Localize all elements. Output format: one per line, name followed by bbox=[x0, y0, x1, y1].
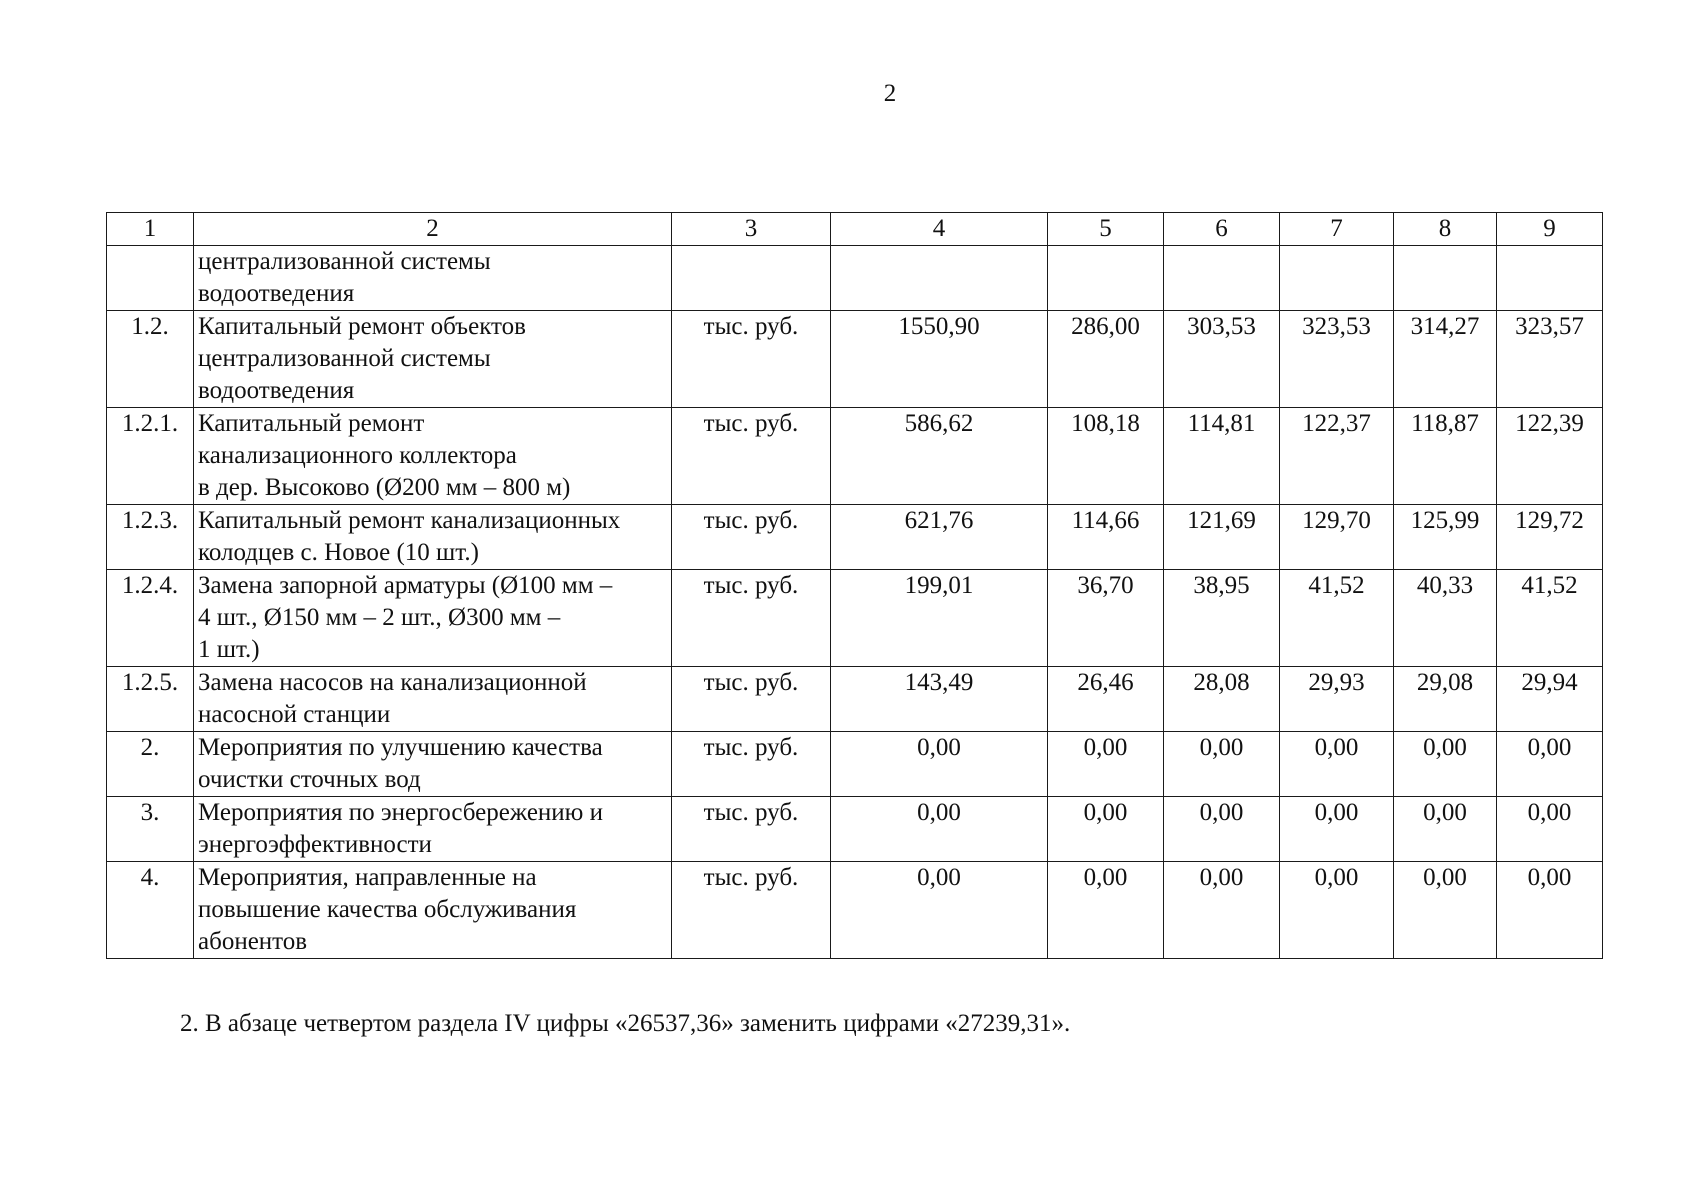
row-number-cell: 1.2.4. bbox=[107, 570, 194, 667]
row-number-cell: 1.2.3. bbox=[107, 505, 194, 570]
row-name-line: Мероприятия, направленные на bbox=[198, 864, 537, 891]
row-value-cell: 26,46 bbox=[1048, 667, 1164, 732]
row-value-cell: 114,66 bbox=[1048, 505, 1164, 570]
row-value-cell bbox=[1280, 246, 1394, 311]
row-value-cell: 0,00 bbox=[1164, 732, 1280, 797]
row-name-line: Замена запорной арматуры (Ø100 мм – bbox=[198, 572, 613, 599]
row-value-cell: 29,94 bbox=[1497, 667, 1603, 732]
row-value-cell: 0,00 bbox=[1497, 732, 1603, 797]
row-value-cell: 41,52 bbox=[1497, 570, 1603, 667]
column-header: 9 bbox=[1497, 213, 1603, 246]
row-value-cell: 1550,90 bbox=[831, 311, 1048, 408]
table-row bbox=[107, 732, 1603, 797]
row-name-line: 1 шт.) bbox=[198, 636, 260, 663]
row-value-cell: 121,69 bbox=[1164, 505, 1280, 570]
row-value-cell: 621,76 bbox=[831, 505, 1048, 570]
row-value-cell: 0,00 bbox=[1280, 732, 1394, 797]
column-header: 2 bbox=[194, 213, 672, 246]
row-name-cell bbox=[194, 570, 672, 667]
row-name-line: энергоэффективности bbox=[198, 831, 432, 858]
row-name-line: в дер. Высоково (Ø200 мм – 800 м) bbox=[198, 474, 571, 501]
column-header: 4 bbox=[831, 213, 1048, 246]
page-number: 2 bbox=[883, 80, 897, 107]
row-unit-cell: тыс. руб. bbox=[672, 311, 831, 408]
column-header: 1 bbox=[107, 213, 194, 246]
row-value-cell: 0,00 bbox=[1497, 797, 1603, 862]
table-body bbox=[107, 213, 1603, 959]
column-header: 8 bbox=[1394, 213, 1497, 246]
row-value-cell: 143,49 bbox=[831, 667, 1048, 732]
table-row bbox=[107, 408, 1603, 505]
column-header: 6 bbox=[1164, 213, 1280, 246]
row-value-cell: 108,18 bbox=[1048, 408, 1164, 505]
row-value-cell bbox=[1497, 246, 1603, 311]
row-name-line: водоотведения bbox=[198, 280, 355, 307]
footnote-paragraph: 2. В абзаце четвертом раздела IV цифры «26537,36» заменить цифрами «27239,31». bbox=[180, 1010, 1071, 1037]
row-value-cell: 0,00 bbox=[831, 862, 1048, 959]
row-value-cell: 0,00 bbox=[1280, 797, 1394, 862]
row-number-cell: 2. bbox=[107, 732, 194, 797]
row-unit-cell bbox=[672, 246, 831, 311]
row-unit-cell: тыс. руб. bbox=[672, 862, 831, 959]
row-name-line: 4 шт., Ø150 мм – 2 шт., Ø300 мм – bbox=[198, 604, 561, 631]
row-value-cell: 314,27 bbox=[1394, 311, 1497, 408]
row-value-cell: 0,00 bbox=[1394, 797, 1497, 862]
row-number-cell: 3. bbox=[107, 797, 194, 862]
row-value-cell: 0,00 bbox=[1164, 797, 1280, 862]
measures-table bbox=[106, 212, 1603, 959]
row-name-cell bbox=[194, 246, 672, 311]
table-row bbox=[107, 246, 1603, 311]
row-value-cell: 0,00 bbox=[1280, 862, 1394, 959]
column-header: 5 bbox=[1048, 213, 1164, 246]
row-name-line: централизованной системы bbox=[198, 345, 491, 372]
row-value-cell: 0,00 bbox=[1164, 862, 1280, 959]
table-row bbox=[107, 505, 1603, 570]
row-name-line: колодцев с. Новое (10 шт.) bbox=[198, 539, 479, 566]
row-unit-cell: тыс. руб. bbox=[672, 570, 831, 667]
row-unit-cell: тыс. руб. bbox=[672, 667, 831, 732]
row-name-line: очистки сточных вод bbox=[198, 766, 421, 793]
row-value-cell: 0,00 bbox=[1394, 732, 1497, 797]
row-value-cell: 586,62 bbox=[831, 408, 1048, 505]
row-unit-cell: тыс. руб. bbox=[672, 505, 831, 570]
row-name-line: Замена насосов на канализационной bbox=[198, 669, 587, 696]
row-name-cell bbox=[194, 797, 672, 862]
table-row bbox=[107, 570, 1603, 667]
row-value-cell: 0,00 bbox=[831, 797, 1048, 862]
row-value-cell: 323,57 bbox=[1497, 311, 1603, 408]
row-name-cell bbox=[194, 311, 672, 408]
row-value-cell: 129,72 bbox=[1497, 505, 1603, 570]
row-number-cell: 1.2.5. bbox=[107, 667, 194, 732]
row-name-line: повышение качества обслуживания bbox=[198, 896, 577, 923]
row-number-cell: 1.2.1. bbox=[107, 408, 194, 505]
row-name-cell bbox=[194, 408, 672, 505]
table-header-row bbox=[107, 213, 1603, 246]
row-name-line: насосной станции bbox=[198, 701, 391, 728]
table-row bbox=[107, 862, 1603, 959]
table-row bbox=[107, 797, 1603, 862]
row-value-cell: 129,70 bbox=[1280, 505, 1394, 570]
column-header: 3 bbox=[672, 213, 831, 246]
row-number-cell: 4. bbox=[107, 862, 194, 959]
row-value-cell: 29,93 bbox=[1280, 667, 1394, 732]
row-value-cell bbox=[1048, 246, 1164, 311]
row-value-cell: 286,00 bbox=[1048, 311, 1164, 408]
row-number-cell: 1.2. bbox=[107, 311, 194, 408]
row-value-cell: 0,00 bbox=[1048, 862, 1164, 959]
row-unit-cell: тыс. руб. bbox=[672, 732, 831, 797]
row-value-cell: 0,00 bbox=[1394, 862, 1497, 959]
row-value-cell bbox=[1164, 246, 1280, 311]
row-value-cell: 36,70 bbox=[1048, 570, 1164, 667]
row-number-cell bbox=[107, 246, 194, 311]
row-name-line: канализационного коллектора bbox=[198, 442, 517, 469]
row-value-cell: 122,37 bbox=[1280, 408, 1394, 505]
row-value-cell: 0,00 bbox=[1048, 732, 1164, 797]
row-value-cell: 38,95 bbox=[1164, 570, 1280, 667]
row-value-cell: 303,53 bbox=[1164, 311, 1280, 408]
row-value-cell: 114,81 bbox=[1164, 408, 1280, 505]
row-unit-cell: тыс. руб. bbox=[672, 408, 831, 505]
table-row bbox=[107, 311, 1603, 408]
row-value-cell: 0,00 bbox=[1048, 797, 1164, 862]
row-value-cell: 28,08 bbox=[1164, 667, 1280, 732]
row-name-line: централизованной системы bbox=[198, 248, 491, 275]
row-name-cell bbox=[194, 505, 672, 570]
row-value-cell bbox=[1394, 246, 1497, 311]
row-value-cell: 323,53 bbox=[1280, 311, 1394, 408]
row-value-cell: 122,39 bbox=[1497, 408, 1603, 505]
row-name-line: Мероприятия по энергосбережению и bbox=[198, 799, 603, 826]
row-name-line: абонентов bbox=[198, 928, 308, 955]
row-value-cell: 199,01 bbox=[831, 570, 1048, 667]
row-name-line: Капитальный ремонт канализационных bbox=[198, 507, 621, 534]
row-name-line: водоотведения bbox=[198, 377, 355, 404]
row-name-line: Капитальный ремонт bbox=[198, 410, 425, 437]
row-name-cell bbox=[194, 667, 672, 732]
row-unit-cell: тыс. руб. bbox=[672, 797, 831, 862]
row-value-cell: 40,33 bbox=[1394, 570, 1497, 667]
table-row bbox=[107, 667, 1603, 732]
row-name-line: Мероприятия по улучшению качества bbox=[198, 734, 603, 761]
row-name-cell bbox=[194, 732, 672, 797]
row-name-cell bbox=[194, 862, 672, 959]
row-value-cell: 118,87 bbox=[1394, 408, 1497, 505]
row-value-cell: 125,99 bbox=[1394, 505, 1497, 570]
row-value-cell: 41,52 bbox=[1280, 570, 1394, 667]
column-header: 7 bbox=[1280, 213, 1394, 246]
row-value-cell: 0,00 bbox=[1497, 862, 1603, 959]
row-value-cell: 0,00 bbox=[831, 732, 1048, 797]
row-value-cell bbox=[831, 246, 1048, 311]
row-value-cell: 29,08 bbox=[1394, 667, 1497, 732]
row-name-line: Капитальный ремонт объектов bbox=[198, 313, 526, 340]
